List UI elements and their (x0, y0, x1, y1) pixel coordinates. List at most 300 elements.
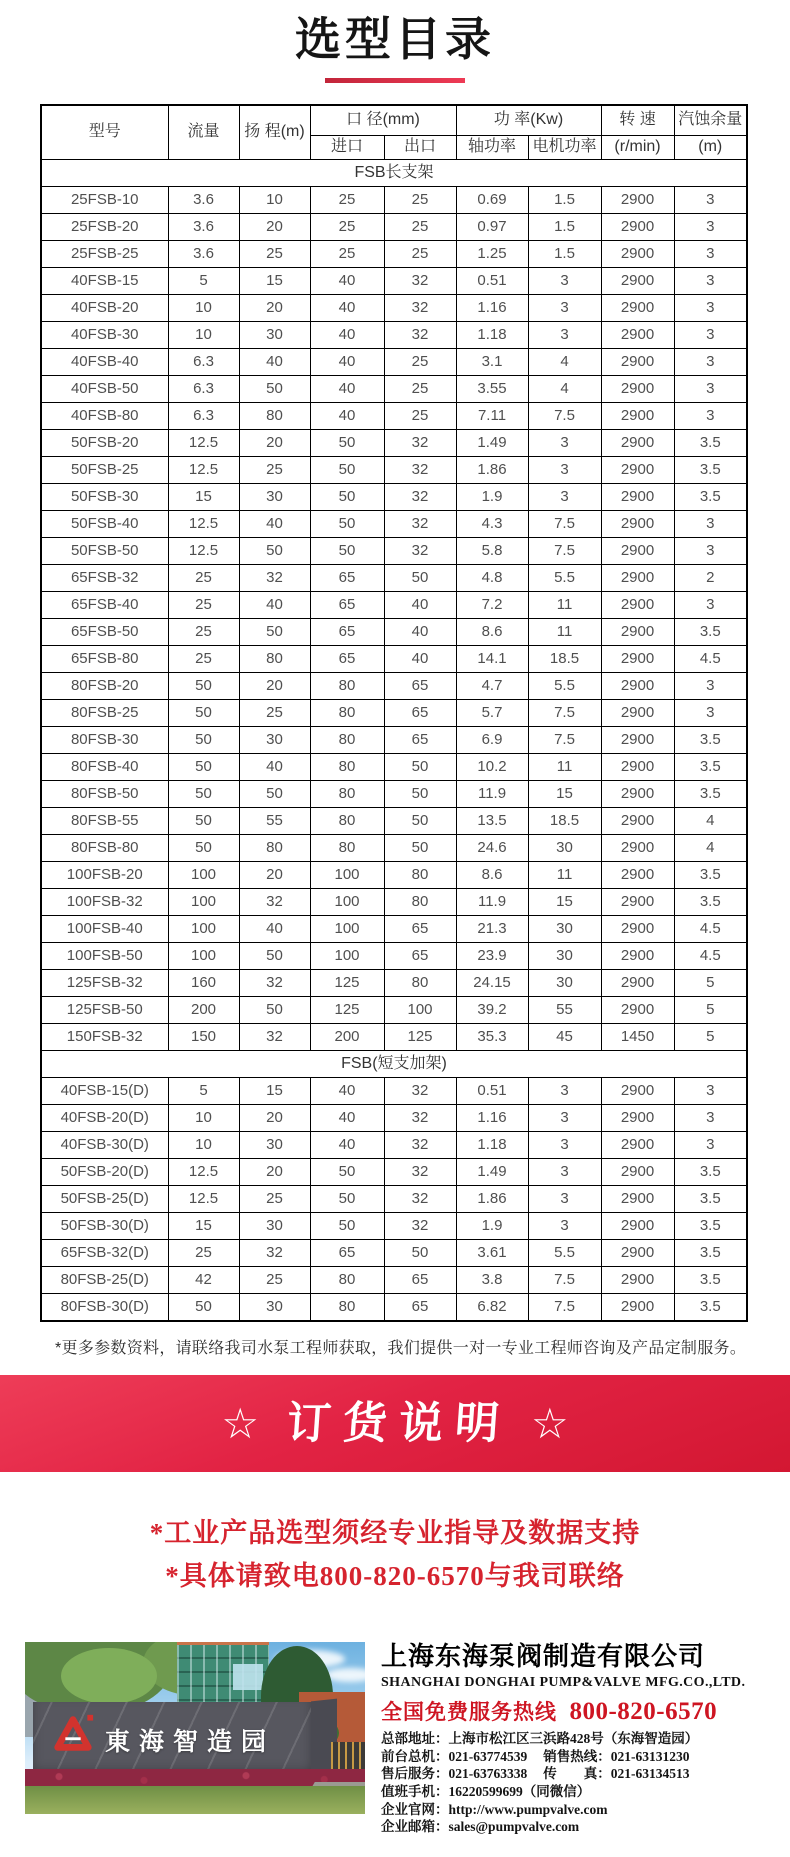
company-name-cn: 上海东海泵阀制造有限公司 (381, 1641, 706, 1672)
model-cell: 25FSB-10 (41, 187, 168, 214)
value-cell: 2900 (601, 457, 674, 484)
value-cell: 80 (384, 889, 456, 916)
value-cell: 1.49 (456, 1159, 528, 1186)
value-cell: 1.86 (456, 1186, 528, 1213)
value-cell: 25 (168, 592, 239, 619)
table-row (41, 1294, 747, 1322)
value-cell: 25 (239, 457, 310, 484)
value-cell: 10 (168, 295, 239, 322)
value-cell: 3.5 (674, 889, 747, 916)
value-cell: 80 (310, 781, 384, 808)
value-cell: 25 (384, 241, 456, 268)
value-cell: 2900 (601, 187, 674, 214)
model-cell: 50FSB-20(D) (41, 1159, 168, 1186)
value-cell: 5 (674, 1024, 747, 1051)
value-cell: 50 (310, 484, 384, 511)
value-cell: 50 (310, 511, 384, 538)
table-row (41, 862, 747, 889)
value-cell: 2900 (601, 1240, 674, 1267)
value-cell: 30 (239, 322, 310, 349)
value-cell: 50 (310, 1159, 384, 1186)
model-cell: 50FSB-20 (41, 430, 168, 457)
value-cell: 2900 (601, 1294, 674, 1322)
value-cell: 3 (674, 214, 747, 241)
value-cell: 2900 (601, 889, 674, 916)
value-cell: 12.5 (168, 1186, 239, 1213)
value-cell: 55 (239, 808, 310, 835)
value-cell: 6.3 (168, 403, 239, 430)
table-row (41, 619, 747, 646)
value-cell: 25 (168, 1240, 239, 1267)
value-cell: 2900 (601, 295, 674, 322)
value-cell: 6.3 (168, 349, 239, 376)
value-cell: 3 (528, 457, 601, 484)
hotline-label: 全国免费服务热线 (381, 1701, 557, 1725)
contact-label: 销售热线： (543, 1748, 611, 1764)
value-cell: 32 (384, 1159, 456, 1186)
value-cell: 5 (168, 1078, 239, 1105)
value-cell: 6.3 (168, 376, 239, 403)
contact-line (381, 1783, 771, 1801)
value-cell: 18.5 (528, 808, 601, 835)
value-cell: 3.5 (674, 1267, 747, 1294)
value-cell: 2900 (601, 673, 674, 700)
value-cell: 2900 (601, 1132, 674, 1159)
table-row (41, 1240, 747, 1267)
value-cell: 2900 (601, 1213, 674, 1240)
value-cell: 25 (384, 214, 456, 241)
table-section-row (41, 160, 747, 187)
header-outlet: 出口 (384, 136, 456, 160)
value-cell: 80 (310, 808, 384, 835)
model-cell: 40FSB-20(D) (41, 1105, 168, 1132)
value-cell: 15 (239, 1078, 310, 1105)
value-cell: 4 (674, 835, 747, 862)
value-cell: 20 (239, 295, 310, 322)
value-cell: 50 (239, 538, 310, 565)
value-cell: 3.5 (674, 781, 747, 808)
model-cell: 50FSB-25(D) (41, 1186, 168, 1213)
table-row (41, 268, 747, 295)
value-cell: 25 (168, 619, 239, 646)
model-cell: 50FSB-40 (41, 511, 168, 538)
table-row (41, 214, 747, 241)
value-cell: 40 (239, 754, 310, 781)
value-cell: 80 (310, 835, 384, 862)
value-cell: 0.51 (456, 268, 528, 295)
model-cell: 65FSB-80 (41, 646, 168, 673)
value-cell: 3 (528, 1159, 601, 1186)
value-cell: 3.5 (674, 1294, 747, 1322)
value-cell: 3.8 (456, 1267, 528, 1294)
value-cell: 50 (384, 781, 456, 808)
value-cell: 2900 (601, 403, 674, 430)
value-cell: 3.6 (168, 214, 239, 241)
value-cell: 7.5 (528, 727, 601, 754)
header-flow: 流量 (168, 105, 239, 160)
value-cell: 4.5 (674, 943, 747, 970)
model-cell: 100FSB-40 (41, 916, 168, 943)
value-cell: 5 (674, 970, 747, 997)
value-cell: 150 (168, 1024, 239, 1051)
model-cell: 40FSB-30 (41, 322, 168, 349)
value-cell: 3 (528, 1132, 601, 1159)
value-cell: 65 (310, 619, 384, 646)
value-cell: 5.5 (528, 1240, 601, 1267)
table-section-row (41, 1051, 747, 1078)
contact-line (381, 1801, 771, 1819)
value-cell: 25 (239, 1186, 310, 1213)
value-cell: 32 (384, 322, 456, 349)
value-cell: 11 (528, 619, 601, 646)
table-row (41, 943, 747, 970)
value-cell: 2900 (601, 214, 674, 241)
value-cell: 125 (310, 997, 384, 1024)
value-cell: 50 (168, 781, 239, 808)
model-cell: 125FSB-32 (41, 970, 168, 997)
table-row (41, 295, 747, 322)
value-cell: 3.5 (674, 862, 747, 889)
title-underline (325, 78, 465, 83)
contact-label: 值班手机： (381, 1783, 449, 1799)
value-cell: 50 (168, 835, 239, 862)
value-cell: 11 (528, 754, 601, 781)
value-cell: 3 (528, 1186, 601, 1213)
value-cell: 25 (168, 646, 239, 673)
value-cell: 200 (168, 997, 239, 1024)
contact-value: sales@pumpvalve.com (448, 1819, 580, 1835)
value-cell: 65 (384, 943, 456, 970)
value-cell: 30 (528, 970, 601, 997)
value-cell: 80 (239, 646, 310, 673)
table-row (41, 1024, 747, 1051)
value-cell: 2900 (601, 808, 674, 835)
value-cell: 3 (674, 673, 747, 700)
value-cell: 1.9 (456, 484, 528, 511)
value-cell: 65 (384, 1294, 456, 1322)
value-cell: 3 (674, 511, 747, 538)
value-cell: 100 (310, 889, 384, 916)
value-cell: 3.6 (168, 241, 239, 268)
value-cell: 20 (239, 214, 310, 241)
notice-line: *工业产品选型须经专业指导及数据支持 (149, 1518, 641, 1549)
model-cell: 150FSB-32 (41, 1024, 168, 1051)
value-cell: 5.5 (528, 565, 601, 592)
table-row (41, 997, 747, 1024)
value-cell: 2900 (601, 376, 674, 403)
value-cell: 10.2 (456, 754, 528, 781)
value-cell: 32 (384, 538, 456, 565)
value-cell: 5 (168, 268, 239, 295)
contact-value: 上海市松江区三浜路428号（东海智造园） (448, 1731, 699, 1747)
value-cell: 65 (384, 1267, 456, 1294)
table-row (41, 1078, 747, 1105)
value-cell: 5.7 (456, 700, 528, 727)
table-row (41, 349, 747, 376)
table-row (41, 781, 747, 808)
value-cell: 6.82 (456, 1294, 528, 1322)
value-cell: 20 (239, 673, 310, 700)
value-cell: 40 (310, 295, 384, 322)
value-cell: 25 (384, 376, 456, 403)
value-cell: 25 (310, 241, 384, 268)
value-cell: 3.6 (168, 187, 239, 214)
value-cell: 2900 (601, 565, 674, 592)
value-cell: 5.5 (528, 673, 601, 700)
value-cell: 1.5 (528, 241, 601, 268)
value-cell: 32 (384, 1078, 456, 1105)
value-cell: 45 (528, 1024, 601, 1051)
model-cell: 80FSB-30 (41, 727, 168, 754)
model-cell: 65FSB-32(D) (41, 1240, 168, 1267)
table-row (41, 511, 747, 538)
model-cell: 65FSB-50 (41, 619, 168, 646)
value-cell: 14.1 (456, 646, 528, 673)
value-cell: 50 (384, 808, 456, 835)
table-row (41, 538, 747, 565)
value-cell: 3 (674, 187, 747, 214)
model-cell: 50FSB-25 (41, 457, 168, 484)
value-cell: 3 (674, 295, 747, 322)
value-cell: 40 (239, 916, 310, 943)
value-cell: 3.55 (456, 376, 528, 403)
model-cell: 80FSB-50 (41, 781, 168, 808)
value-cell: 80 (310, 1267, 384, 1294)
table-row (41, 1186, 747, 1213)
value-cell: 25 (168, 565, 239, 592)
value-cell: 3.61 (456, 1240, 528, 1267)
value-cell: 2900 (601, 268, 674, 295)
value-cell: 55 (528, 997, 601, 1024)
model-cell: 40FSB-15(D) (41, 1078, 168, 1105)
value-cell: 2900 (601, 430, 674, 457)
value-cell: 7.2 (456, 592, 528, 619)
contact-line (381, 1730, 771, 1748)
value-cell: 3.5 (674, 457, 747, 484)
value-cell: 15 (528, 889, 601, 916)
contact-line (381, 1818, 771, 1836)
value-cell: 3 (674, 376, 747, 403)
value-cell: 11.9 (456, 781, 528, 808)
value-cell: 100 (310, 943, 384, 970)
value-cell: 40 (310, 268, 384, 295)
value-cell: 3.5 (674, 727, 747, 754)
catalog-table-body (41, 160, 747, 1322)
value-cell: 1.9 (456, 1213, 528, 1240)
table-row (41, 1267, 747, 1294)
value-cell: 2900 (601, 862, 674, 889)
value-cell: 2900 (601, 511, 674, 538)
value-cell: 11.9 (456, 889, 528, 916)
value-cell: 40 (384, 592, 456, 619)
value-cell: 3 (528, 430, 601, 457)
value-cell: 50 (384, 754, 456, 781)
value-cell: 30 (239, 1213, 310, 1240)
value-cell: 1.16 (456, 1105, 528, 1132)
value-cell: 0.69 (456, 187, 528, 214)
value-cell: 2900 (601, 970, 674, 997)
table-row (41, 970, 747, 997)
value-cell: 32 (384, 1105, 456, 1132)
value-cell: 100 (168, 916, 239, 943)
value-cell: 12.5 (168, 457, 239, 484)
contact-lines (381, 1730, 771, 1836)
value-cell: 4.8 (456, 565, 528, 592)
value-cell: 160 (168, 970, 239, 997)
value-cell: 4 (528, 376, 601, 403)
value-cell: 3 (528, 1078, 601, 1105)
value-cell: 39.2 (456, 997, 528, 1024)
order-banner-title: 订货说明 (285, 1398, 513, 1448)
value-cell: 3 (674, 538, 747, 565)
footer-info (381, 1642, 771, 1835)
value-cell: 100 (168, 889, 239, 916)
value-cell: 13.5 (456, 808, 528, 835)
footer (25, 1642, 790, 1835)
table-row (41, 430, 747, 457)
header-motor-power: 电机功率 (528, 136, 601, 160)
model-cell: 25FSB-20 (41, 214, 168, 241)
value-cell: 65 (310, 565, 384, 592)
value-cell: 4 (528, 349, 601, 376)
header-npsh-unit: (m) (674, 136, 747, 160)
value-cell: 3 (674, 403, 747, 430)
glass-window (233, 1664, 263, 1690)
value-cell: 1.5 (528, 214, 601, 241)
footnote-text: *更多参数资料，请联络我司水泵工程师获取，我们提供一对一专业工程师咨询及产品定制服务。 (55, 1340, 747, 1358)
value-cell: 2900 (601, 997, 674, 1024)
value-cell: 3 (674, 700, 747, 727)
value-cell: 3.5 (674, 1240, 747, 1267)
value-cell: 40 (384, 646, 456, 673)
value-cell: 25 (310, 214, 384, 241)
value-cell: 25 (239, 241, 310, 268)
value-cell: 25 (239, 700, 310, 727)
value-cell: 2 (674, 565, 747, 592)
header-speed: 转 速 (601, 105, 674, 136)
value-cell: 2900 (601, 1267, 674, 1294)
value-cell: 32 (239, 1240, 310, 1267)
value-cell: 15 (239, 268, 310, 295)
value-cell: 4 (674, 808, 747, 835)
value-cell: 50 (310, 1213, 384, 1240)
model-cell: 65FSB-32 (41, 565, 168, 592)
value-cell: 100 (310, 916, 384, 943)
value-cell: 80 (384, 862, 456, 889)
value-cell: 8.6 (456, 619, 528, 646)
value-cell: 32 (384, 295, 456, 322)
value-cell: 32 (239, 565, 310, 592)
value-cell: 10 (168, 1132, 239, 1159)
value-cell: 50 (310, 430, 384, 457)
value-cell: 40 (310, 403, 384, 430)
donghai-logo-icon (51, 1712, 95, 1754)
value-cell: 32 (384, 484, 456, 511)
value-cell: 5.8 (456, 538, 528, 565)
value-cell: 3 (674, 349, 747, 376)
value-cell: 20 (239, 430, 310, 457)
value-cell: 80 (310, 700, 384, 727)
photo-sign-text: 東海智造园 (105, 1728, 276, 1757)
value-cell: 3.5 (674, 430, 747, 457)
model-cell: 100FSB-32 (41, 889, 168, 916)
value-cell: 3.1 (456, 349, 528, 376)
table-row (41, 592, 747, 619)
contact-label: 企业官网： (381, 1801, 449, 1817)
value-cell: 2900 (601, 700, 674, 727)
value-cell: 3 (528, 268, 601, 295)
value-cell: 100 (168, 862, 239, 889)
table-row (41, 403, 747, 430)
selection-catalog-table (40, 104, 748, 1322)
value-cell: 12.5 (168, 1159, 239, 1186)
value-cell: 30 (528, 943, 601, 970)
value-cell: 40 (239, 349, 310, 376)
value-cell: 24.6 (456, 835, 528, 862)
value-cell: 80 (310, 754, 384, 781)
model-cell: 25FSB-25 (41, 241, 168, 268)
value-cell: 12.5 (168, 430, 239, 457)
value-cell: 32 (384, 1132, 456, 1159)
value-cell: 10 (168, 1105, 239, 1132)
value-cell: 50 (310, 457, 384, 484)
value-cell: 3 (674, 241, 747, 268)
star-left-icon: ☆ (221, 1399, 259, 1447)
header-model: 型号 (41, 105, 168, 160)
value-cell: 5 (674, 997, 747, 1024)
value-cell: 3 (674, 1132, 747, 1159)
model-cell: 40FSB-20 (41, 295, 168, 322)
value-cell: 30 (239, 727, 310, 754)
table-row (41, 835, 747, 862)
value-cell: 2900 (601, 835, 674, 862)
contact-label: 传 真： (543, 1766, 611, 1782)
table-row (41, 700, 747, 727)
contact-line (381, 1748, 771, 1766)
table-row (41, 1105, 747, 1132)
value-cell: 3 (528, 322, 601, 349)
value-cell: 3 (674, 268, 747, 295)
grass-lawn (25, 1786, 365, 1814)
value-cell: 40 (310, 1132, 384, 1159)
value-cell: 3.5 (674, 754, 747, 781)
value-cell: 25 (239, 1267, 310, 1294)
table-row (41, 457, 747, 484)
value-cell: 50 (239, 781, 310, 808)
model-cell: 80FSB-40 (41, 754, 168, 781)
value-cell: 3 (674, 322, 747, 349)
value-cell: 10 (168, 322, 239, 349)
value-cell: 40 (239, 592, 310, 619)
value-cell: 65 (384, 700, 456, 727)
value-cell: 2900 (601, 727, 674, 754)
model-cell: 40FSB-40 (41, 349, 168, 376)
value-cell: 35.3 (456, 1024, 528, 1051)
value-cell: 3.5 (674, 1159, 747, 1186)
value-cell: 65 (384, 673, 456, 700)
value-cell: 80 (239, 403, 310, 430)
table-row (41, 565, 747, 592)
contact-label: 前台总机： (381, 1748, 449, 1764)
model-cell: 125FSB-50 (41, 997, 168, 1024)
value-cell: 0.97 (456, 214, 528, 241)
value-cell: 50 (168, 754, 239, 781)
table-row (41, 241, 747, 268)
model-cell: 80FSB-30(D) (41, 1294, 168, 1322)
value-cell: 3 (528, 484, 601, 511)
contact-line (381, 1765, 771, 1783)
star-right-icon: ☆ (531, 1399, 569, 1447)
